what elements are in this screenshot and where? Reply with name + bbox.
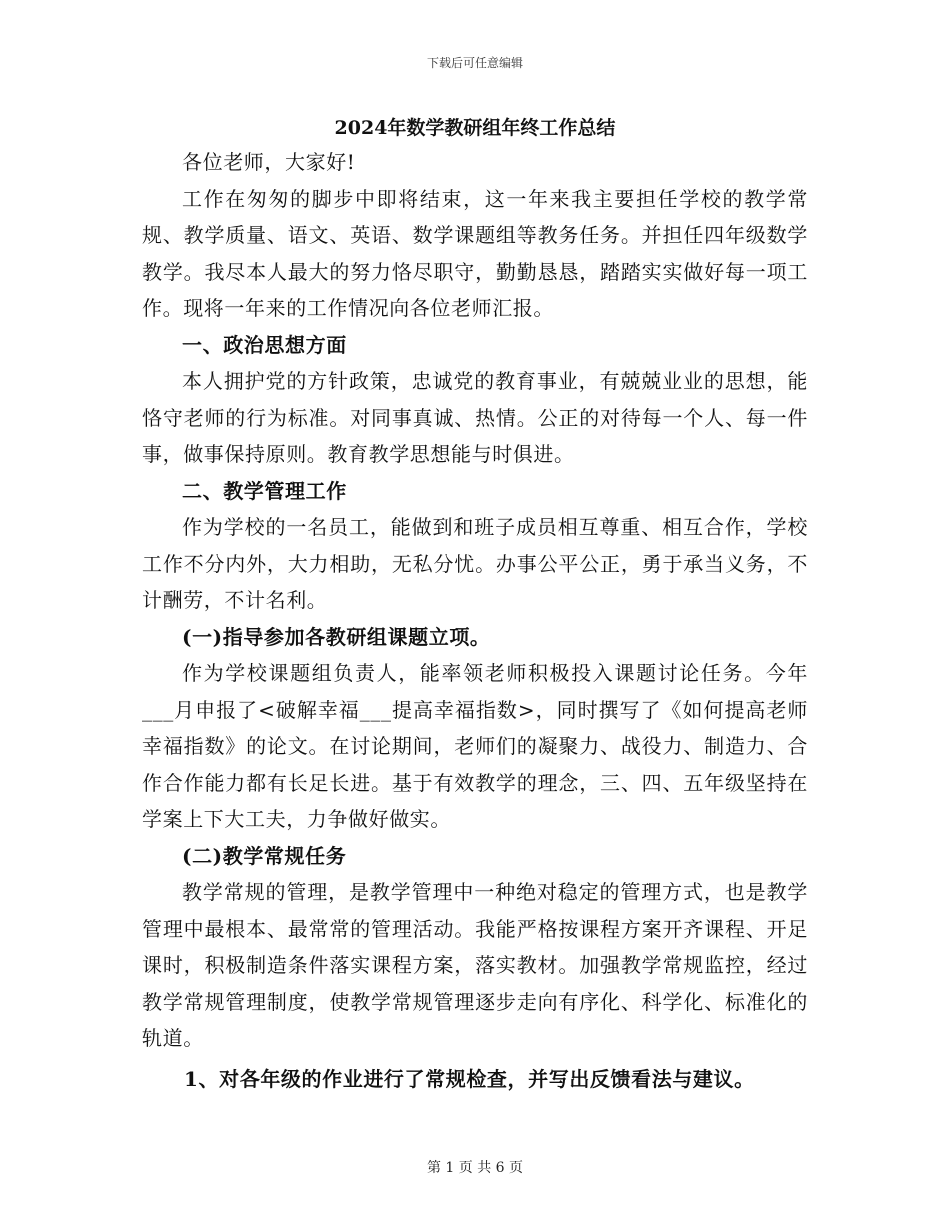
item-heading-homework: 1、对各年级的作业进行了常规检查，并写出反馈看法与建议。	[184, 1066, 755, 1091]
greeting-paragraph: 各位老师，大家好!	[182, 150, 356, 174]
intro-paragraph: 工作在匆匆的脚步中即将结束，这一年来我主要担任学校的教学常规、教学质量、语文、英语、数学课题组等教务任务。并担任四年级数学教学。我尽本人最大的努力恪尽职守，勤勤恳恳，踏踏实实做好每一项工作。现将一年来的工作情况向各位老师汇报。	[142, 186, 808, 320]
section-paragraph-management: 作为学校的一名员工，能做到和班子成员相互尊重、相互合作，学校工作不分内外，大力相助，无私分忧。办事公平公正，勇于承当义务，不计酬劳，不计名利。	[142, 515, 808, 612]
section-heading-politics: 一、政治思想方面	[182, 332, 347, 357]
section-heading-management: 二、教学管理工作	[182, 478, 347, 503]
section-paragraph-politics: 本人拥护党的方针政策，忠诚党的教育事业，有兢兢业业的思想，能恪守老师的行为标准。对同事真诚、热情。公正的对待每一个人、每一件事，做事保持原则。教育教学思想能与时俱进。	[142, 369, 808, 466]
subsection-paragraph-routine: 教学常规的管理，是教学管理中一种绝对稳定的管理方式，也是教学管理中最根本、最常常的管理活动。我能严格按课程方案开齐课程、开足课时，积极制造条件落实课程方案，落实教材。加强教学常规监控，经过教学常规管理制度，使教学常规管理逐步走向有序化、科学化、标准化的轨道。	[142, 880, 808, 1050]
page-number: 第 1 页 共 6 页	[426, 1160, 524, 1176]
header-note: 下载后可任意编辑	[426, 56, 523, 70]
document-title: 2024年数学教研组年终工作总结	[334, 117, 616, 139]
subsection-heading-routine: (二)教学常规任务	[182, 843, 347, 868]
subsection-heading-research: (一)指导参加各教研组课题立项。	[182, 624, 491, 649]
subsection-paragraph-research: 作为学校课题组负责人，能率领老师积极投入课题讨论任务。今年___月申报了<破解幸福___提高幸福指数>，同时撰写了《如何提高老师幸福指数》的论文。在讨论期间，老师们的凝聚力、战役力、制造力、合作合作能力都有长足长进。基于有效教学的理念，三、四、五年级坚持在学案上下大工夫，力争做好做实。	[142, 661, 808, 831]
document-body	[142, 112, 808, 1097]
